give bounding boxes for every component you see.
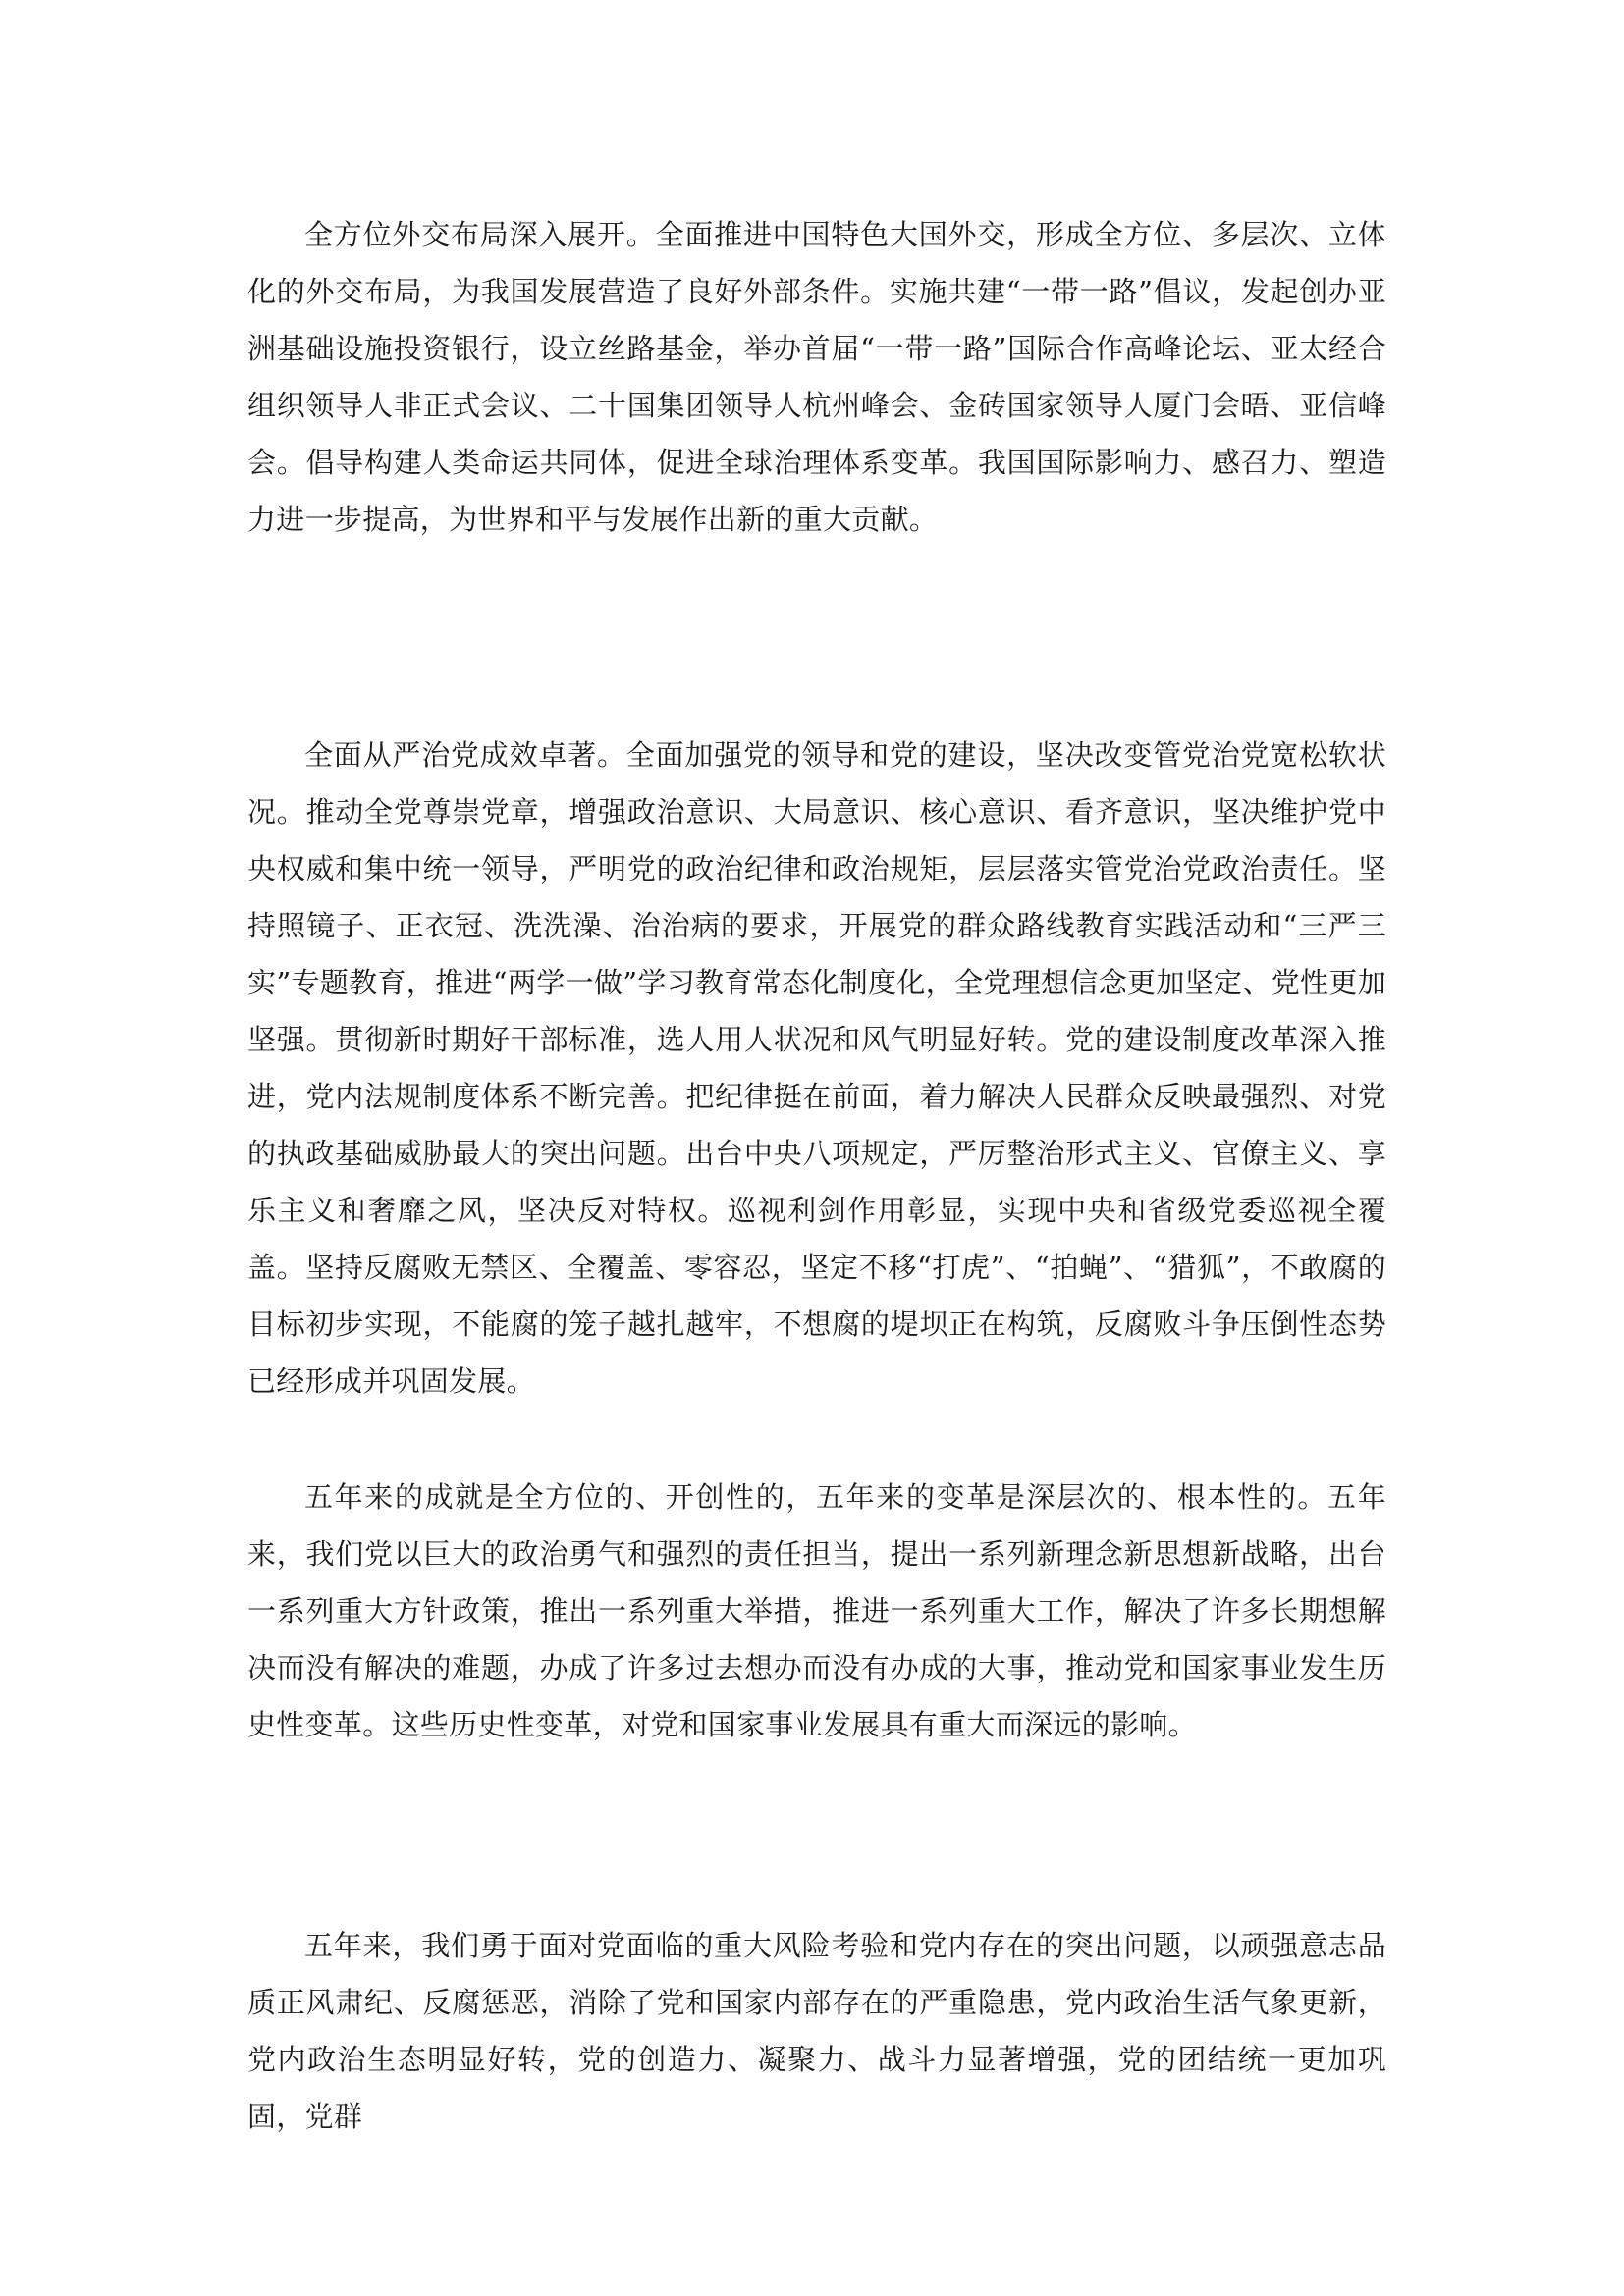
paragraph-party-discipline: 全面从严治党成效卓著。全面加强党的领导和党的建设，坚决改变管党治党宽松软状况。推动全党尊崇党章，增强政治意识、大局意识、核心意识、看齐意识，坚决维护党中央权威和集中统一领导，严明党的政治纪律和政治规矩，层层落实管党治党政治责任。坚持照镜子、正衣冠、洗洗澡、治治病的要求，开展党的群众路线教育实践活动和“三严三实”专题教育，推进“两学一做”学习教育常态化制度化，全党理想信念更加坚定、党性更加坚强。贯彻新时期好干部标准，选人用人状况和风气明显好转。党的建设制度改革深入推进，党内法规制度体系不断完善。把纪律挺在前面，着力解决人民群众反映最强烈、对党的执政基础威胁最大的突出问题。出台中央八项规定，严厉整治形式主义、官僚主义、享乐主义和奢靡之风，坚决反对特权。巡视利剑作用彰显，实现中央和省级党委巡视全覆盖。坚持反腐败无禁区、全覆盖、零容忍，坚定不移“打虎”、“拍蝇”、“猎狐”，不敢腐的目标初步实现，不能腐的笼子越扎越牢，不想腐的堤坝正在构筑，反腐败斗争压倒性态势已经形成并巩固发展。 [247, 738, 1386, 1398]
paragraph-five-year-challenges: 五年来，我们勇于面对党面临的重大风险考验和党内存在的突出问题，以顽强意志品质正风肃纪、反腐惩恶，消除了党和国家内部存在的严重隐患，党内政治生活气象更新，党内政治生态明显好转，党的创造力、凝聚力、战斗力显著增强，党的团结统一更加巩固，党群 [247, 1929, 1386, 2133]
paragraph-five-year-achievements: 五年来的成就是全方位的、开创性的，五年来的变革是深层次的、根本性的。五年来，我们党以巨大的政治勇气和强烈的责任担当，提出一系列新理念新思想新战略，出台一系列重大方针政策，推出一系列重大举措，推进一系列重大工作，解决了许多长期想解决而没有解决的难题，办成了许多过去想办而没有办成的大事，推动党和国家事业发生历史性变革。这些历史性变革，对党和国家事业发展具有重大而深远的影响。 [247, 1480, 1386, 1741]
paragraph-diplomacy: 全方位外交布局深入展开。全面推进中国特色大国外交，形成全方位、多层次、立体化的外交布局，为我国发展营造了良好外部条件。实施共建“一带一路”倡议，发起创办亚洲基础设施投资银行，设立丝路基金，举办首届“一带一路”国际合作高峰论坛、亚太经合组织领导人非正式会议、二十国集团领导人杭州峰会、金砖国家领导人厦门会晤、亚信峰会。倡导构建人类命运共同体，促进全球治理体系变革。我国国际影响力、感召力、塑造力进一步提高，为世界和平与发展作出新的重大贡献。 [247, 218, 1386, 536]
